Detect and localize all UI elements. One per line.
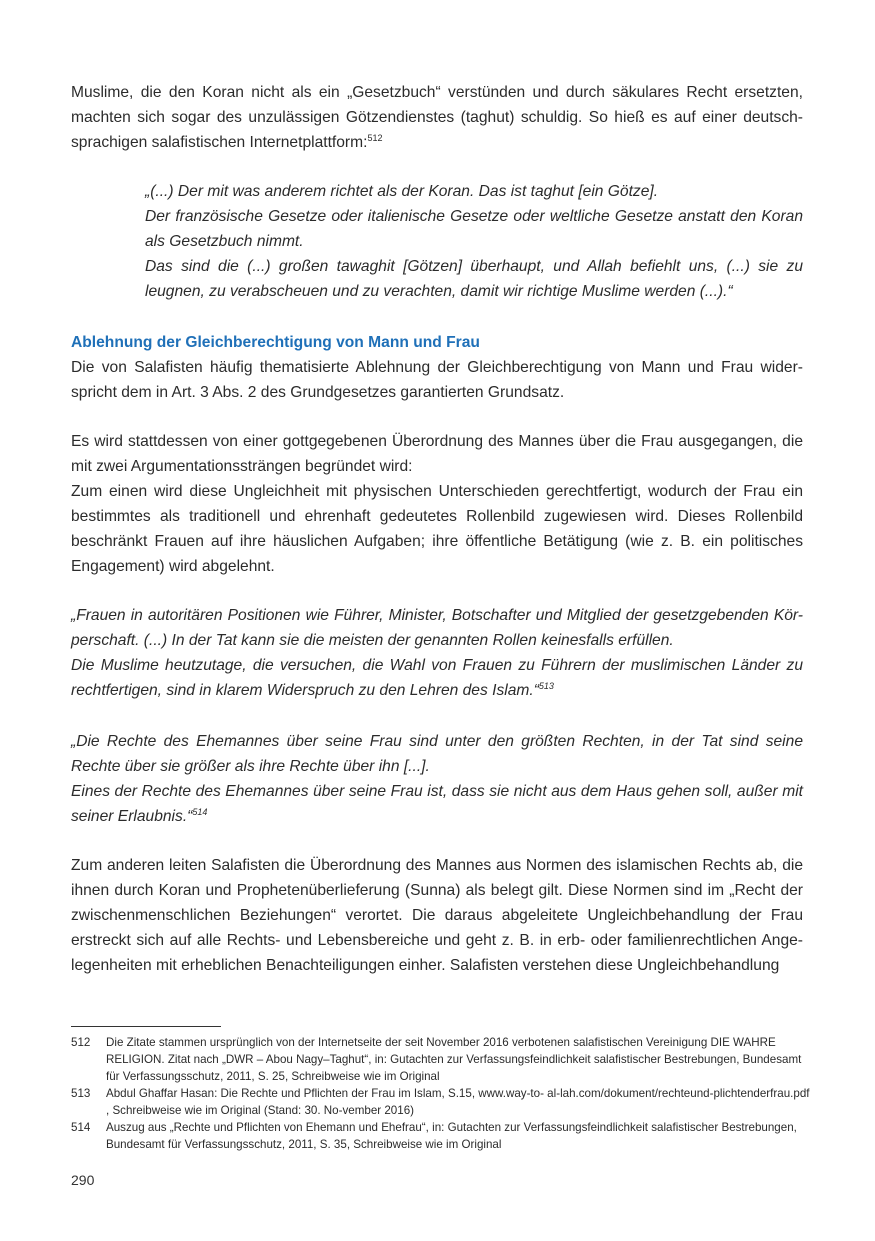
footnote-text: Auszug aus „Rechte und Pflichten von Ehemann und Ehefrau“, in: Gutachten zur Verfassungsfeindlichkeit salafistischer Bestrebungen, Bundesamt für Verfassungsschutz, 2011, S. 35, Schreibweise wie im Original <box>106 1121 797 1151</box>
quote-frauen-positionen <box>71 603 803 703</box>
footnote-513 <box>71 1085 811 1119</box>
argumentation-block <box>71 429 803 579</box>
footnote-number: 512 <box>71 1036 91 1049</box>
footnotes <box>71 1034 811 1153</box>
footnote-divider <box>71 1026 221 1027</box>
section-gleichberechtigung <box>71 330 803 405</box>
intro-text: Muslime, die den Koran nicht als ein „Gesetzbuch“ verstünden und durch säkulares Recht ersetzten, machten sich sogar des unzulässigen Götzendienstes (taghut) schuldig. So hieß es auf einer deutsch-sprachigen salafistischen Internetplattform: <box>71 84 803 151</box>
closing-paragraph: Zum anderen leiten Salafisten die Überordnung des Mannes aus Normen des islamischen Rechts ab, die ihnen durch Koran und Prophetenüberlieferung (Sunna) als belegt gilt. Diese Normen sind im „Recht der zwischenmenschlichen Beziehungen“ verortet. Die daraus abgeleitete Ungleichbehandlung der Frau erstreckt sich auf alle Rechts- und Lebensbereiche und geht z. B. in erb- oder familienrechtlichen Ange-legenheiten mit erheblichen Benachteiligungen einher. Salafisten verstehen diese Ungleichbehandlung <box>71 857 803 974</box>
quote-ehemann-rechte <box>71 729 803 829</box>
quote2-line-1: „Frauen in autoritären Positionen wie Führer, Minister, Botschafter und Mitglied der gesetzgebenden Kör-perschaft. (...) In der Tat kann sie die meisten der genannten Rollen keinesfalls erfüllen. <box>71 607 803 649</box>
closing-paragraph-block <box>71 853 803 978</box>
footnote-ref-513: 513 <box>538 680 554 691</box>
section-paragraph-1: Die von Salafisten häufig thematisierte Ablehnung der Gleichberechtigung von Mann und Frau wider-spricht dem in Art. 3 Abs. 2 des Grundgesetzes garantierten Grundsatz. <box>71 359 803 401</box>
intro-paragraph-block <box>71 80 803 155</box>
intro-paragraph <box>71 80 803 155</box>
footnote-512 <box>71 1034 811 1085</box>
quote2-line-2 <box>71 653 803 703</box>
quote3-line-2 <box>71 779 803 829</box>
quote3-line-2-text: Eines der Rechte des Ehemannes über seine Frau ist, dass sie nicht aus dem Haus gehen soll, außer mit seiner Erlaubnis.“ <box>71 783 803 825</box>
quote-taghut <box>145 179 803 304</box>
quote3-line-1: „Die Rechte des Ehemannes über seine Frau sind unter den größten Rechten, in der Tat sind seine Rechte über sie größer als ihre Rechte über ihn [...]. <box>71 733 803 775</box>
argumentation-intro: Es wird stattdessen von einer gottgegebenen Überordnung des Mannes über die Frau ausgegangen, die mit zwei Argumentationssträngen begründet wird: <box>71 433 803 475</box>
footnote-514 <box>71 1119 811 1153</box>
page-number: 290 <box>71 1172 95 1188</box>
footnote-number: 514 <box>71 1121 91 1134</box>
quote-line-1: „(...) Der mit was anderem richtet als der Koran. Das ist taghut [ein Götze]. <box>145 183 659 200</box>
quote-line-3: Das sind die (...) großen tawaghit [Götzen] überhaupt, und Allah befiehlt uns, (...) sie zu leugnen, zu verabscheuen und zu verachten, damit wir richtige Muslime werden (...).“ <box>145 258 803 300</box>
argumentation-first: Zum einen wird diese Ungleichheit mit physischen Unterschieden gerechtfertigt, wodurch der Frau ein bestimmtes als traditionell und ehrenhaft gedeutetes Rollenbild zugewiesen wird. Dieses Rollenbild beschränkt Frauen auf ihre häuslichen Aufgaben; ihre öffentliche Betätigung (wie z. B. ein politisches Engagement) wird abgelehnt. <box>71 483 803 575</box>
footnote-text: Abdul Ghaffar Hasan: Die Rechte und Pflichten der Frau im Islam, S.15, www.way-to- al-lah.com/dokument/rechteund-plichtenderfrau.pdf , Schreibweise wie im Original (Stand: 30. No-vember 2016) <box>106 1087 810 1117</box>
section-heading: Ablehnung der Gleichberechtigung von Mann und Frau <box>71 334 480 351</box>
footnote-ref-512: 512 <box>367 132 383 143</box>
quote2-line-2-text: Die Muslime heutzutage, die versuchen, die Wahl von Frauen zu Führern der muslimischen Länder zu rechtfertigen, sind in klarem Widerspruch zu den Lehren des Islam.“ <box>71 657 803 699</box>
footnote-text: Die Zitate stammen ursprünglich von der Internetseite der seit November 2016 verbotenen salafistischen Vereinigung DIE WAHRE RELIGION. Zitat nach „DWR – Abou Nagy–Taghut“, in: Gutachten zur Verfassungsfeindlichkeit salafistischer Bestrebungen, Bundesamt für Verfassungsschutz, 2011, S. 25, Schreibweise wie im Original <box>106 1036 802 1083</box>
quote-line-2: Der französische Gesetze oder italienische Gesetze oder weltliche Gesetze anstatt den Koran als Gesetzbuch nimmt. <box>145 208 803 250</box>
footnote-number: 513 <box>71 1087 91 1100</box>
footnote-ref-514: 514 <box>192 806 208 817</box>
